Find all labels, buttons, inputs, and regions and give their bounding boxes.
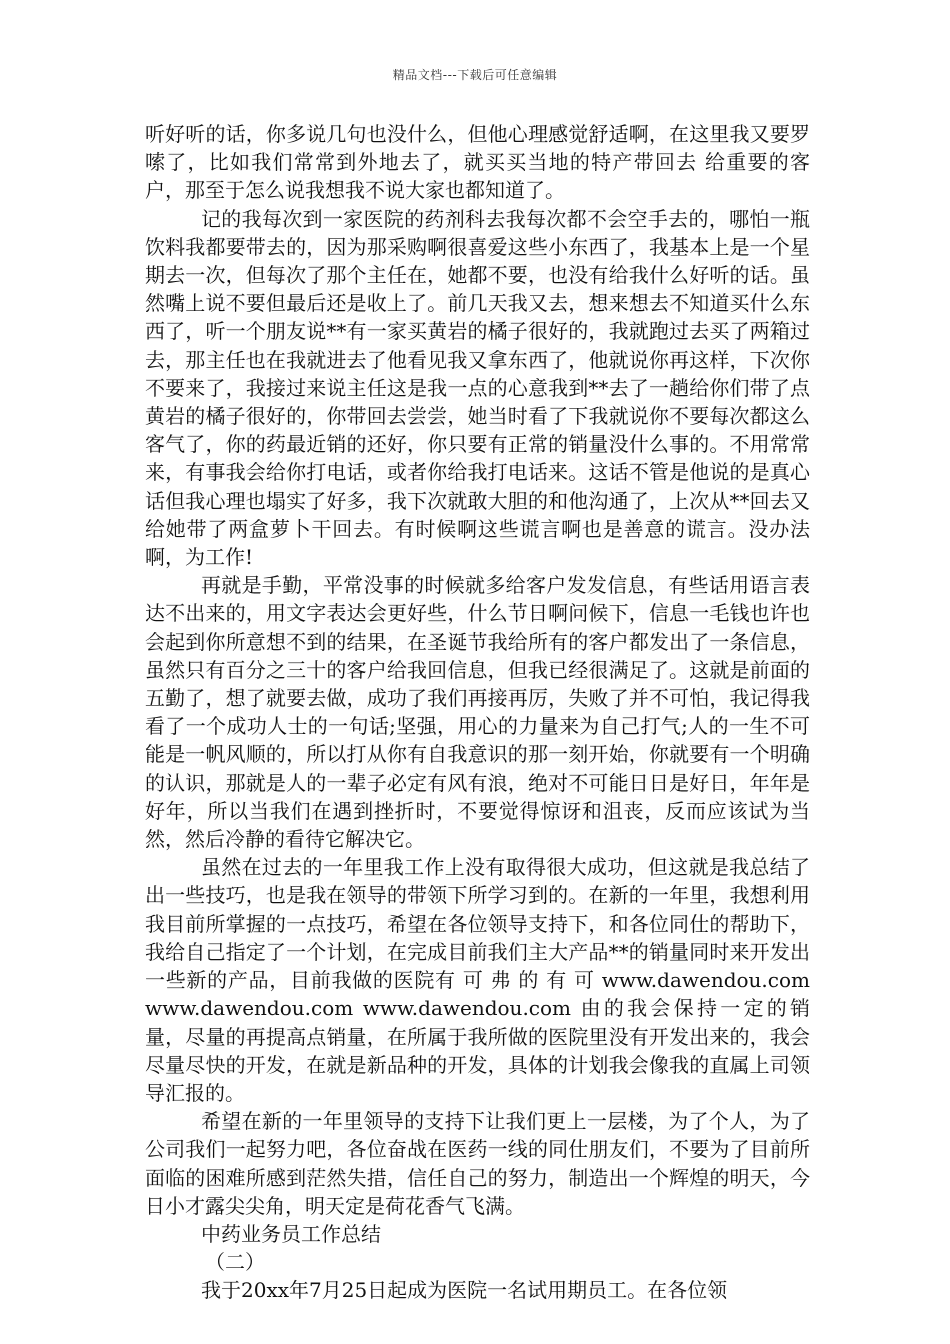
paragraph-6: 我于20xx年7月25日起成为医院一名试用期员工。在各位领 [201,1278,728,1303]
section-title: 中药业务员工作总结 [201,1221,381,1246]
paragraph-5: 希望在新的一年里领导的支持下让我们更上一层楼，为了个人，为了公司我们一起努力吧，各位奋战在医药一线的同仕朋友们，不要为了目前所面临的困难所感到茫然失措，信任自己的努力，制造出一个辉煌的明天，今日小才露尖尖角，明天定是荷花香气飞满。 [145,1109,810,1218]
paragraph-3: 再就是手勤，平常没事的时候就多给客户发发信息，有些话用语言表达不出来的，用文字表达会更好些，什么节日啊问候下，信息一毛钱也许也会起到你所意想不到的结果，在圣诞节我给所有的客户都发出了一条信息，虽然只有百分之三十的客户给我回信息，但我已经很满足了。这就是前面的五勤了，想了就要去做，成功了我们再接再厉，失败了并不可怕，我记得我看了一个成功人士的一句话;坚强，用心的力量来为自己打气;人的一生不可能是一帆风顺的，所以打从你有自我意识的那一刻开始，你就要有一个明确的认识，那就是人的一辈子必定有风有浪，绝对不可能日日是好日，年年是好年，所以当我们在遇到挫折时，不要觉得惊讶和沮丧，反而应该试为当然，然后冷静的看待它解决它。 [145,573,810,852]
paragraph-2: 记的我每次到一家医院的药剂科去我每次都不会空手去的，哪怕一瓶饮料我都要带去的，因为那采购啊很喜爱这些小东西了，我基本上是一个星期去一次，但每次了那个主任在，她都不要，也没有给我什么好听的话。虽然嘴上说不要但最后还是收上了。前几天我又去，想来想去不知道买什么东西了，听一个朋友说**有一家买黄岩的橘子很好的，我就跑过去买了两箱过去，那主任也在我就进去了他看见我又拿东西了，他就说你再这样，下次你不要来了，我接过来说主任这是我一点的心意我到**去了一趟给你们带了点黄岩的橘子很好的，你带回去尝尝，她当时看了下我就说你不要每次都这么客气了，你的药最近销的还好，你只要有正常的销量没什么事的。不用常常来，有事我会给你打电话，或者你给我打电话来。这话不管是他说的是真心话但我心理也塌实了好多，我下次就敢大胆的和他沟通了，上次从**回去又给她带了两盒萝卜干回去。有时候啊这些谎言啊也是善意的谎言。没办法啊，为工作! [145,206,810,570]
paragraph-4: 虽然在过去的一年里我工作上没有取得很大成功，但这就是我总结了出一些技巧，也是我在领导的带领下所学习到的。在新的一年里，我想利用我目前所掌握的一点技巧，希望在各位领导支持下，和各位同仕的帮助下，我给自己指定了一个计划，在完成目前我们主大产品**的销量同时来开发出一些新的产品，目前我做的医院有 可 弗 的 有 可 www.dawendou.com www.dawendou.com www.dawendou.com 由的我会保持一定的销量，尽量的再提高点销量，在所属于我所做的医院里没有开发出来的，我会尽量尽快的开发，在就是新品种的开发，具体的计划我会像我的直属上司领导汇报的。 [145,855,810,1105]
document-body [145,120,810,1305]
page-header: 精品文档---下载后可任意编辑 [392,68,558,82]
paragraph-1: 听好听的话，你多说几句也没什么，但他心理感觉舒适啊，在这里我又要罗嗦了，比如我们常常到外地去了，就买买当地的特产带回去 给重要的客户，那至于怎么说我想我不说大家也都知道了。 [145,122,810,203]
section-number: （二） [205,1250,265,1275]
